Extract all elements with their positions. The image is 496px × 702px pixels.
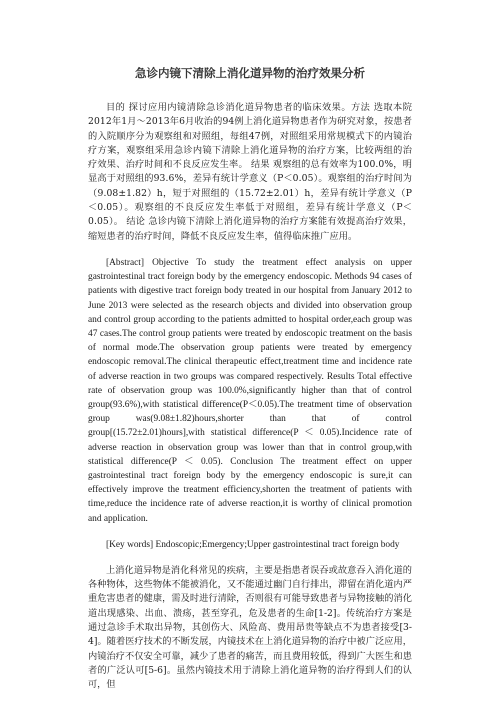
english-keywords: [Key words] Endoscopic;Emergency;Upper gastrointestinal tract foreign body — [106, 539, 400, 550]
chinese-abstract: 目的 探讨应用内镜清除急诊消化道异物患者的临床效果。方法 选取本院2012年1月～2013年6月收治的94例上消化道异物患者作为研究对象，按患者的入院顺序分为观察组和对照组，每组47例，对照组采用常规模式下的内镜治疗方案，观察组采用急诊内镜下清除上消化道异物的治疗方案，比较两组的治疗效果、治疗时间和不良反应发生率。 结果 观察组的总有效率为100.0%，明显高于对照组的93.6%，差异有统计学意义（P＜0.05）。观察组的治疗时间为（9.08±1.82）h，短于对照组的（15.72±2.01）h，差异有统计学意义（P＜0.05）。观察组的不良反应发生率低于对照组，差异有统计学意义（P＜0.05）。 结论 急诊内镜下清除上消化道异物的治疗方案能有效提高治疗效果，缩短患者的治疗时间，降低不良反应发生率，值得临床推广应用。 — [88, 102, 412, 242]
english-abstract: [Abstract] Objective To study the treatment effect analysis on upper gastrointestinal tract foreign body by the emergency endoscopic. Methods 94 cases of patients with digestive tract foreign body treated in our hospital from January 2012 to June 2013 were selected as the research objects and divided into observation group and control group according to the patients admitted to hospital order,each group was 47 cases.The control group patients were treated by endoscopic treatment on the basis of normal mode.The observation group patients were treated by emergency endoscopic removal.The clinical therapeutic effect,treatment time and incidence rate of adverse reaction in two groups was compared respectively. Results Total effective rate of observation group was 100.0%,significantly higher than that of control group(93.6%),with statistical difference(P＜0.05).The treatment time of observation group was(9.08±1.82)hours,shorter than that of control group[(15.72±2.01)hours],with statistical difference(P ＜ 0.05).Incidence rate of adverse reaction in observation group was lower than that in control group,with statistical difference(P ＜ 0.05). Conclusion The treatment effect on upper gastrointestinal tract foreign body by the emergency endoscopic is sure,it can effectively improve the treatment efficiency,shorten the treatment of patients with time,reduce the incidence rate of adverse reaction,it is worthy of clinical promotion and application. — [88, 257, 412, 524]
paper-title: 急诊内镜下清除上消化道异物的治疗效果分析 — [135, 66, 365, 80]
body-paragraph: 上消化道异物是消化科常见的疾病，主要是指患者误吞或故意吞入消化道的各种物体，这些物体不能被消化，又不能通过幽门自行排出，滞留在消化道内严重危害患者的健康，需及时进行清除，否则很有可能导致患者与异物接触的消化道出现感染、出血、溃疡，甚至穿孔，危及患者的生命[1-2]。传统治疗方案是通过急诊手术取出异物，其创伤大、风险高、费用昂贵等缺点不为患者接受[3-4]。随着医疗技术的不断发展，内镜技术在上消化道异物的治疗中被广泛应用，内镜治疗不仅安全可靠，减少了患者的痛苦，而且费用较低，得到广大医生和患者的广泛认可[5-6]。虽然内镜技术用于清除上消化道异物的治疗得到人们的认可，但 — [88, 564, 412, 691]
